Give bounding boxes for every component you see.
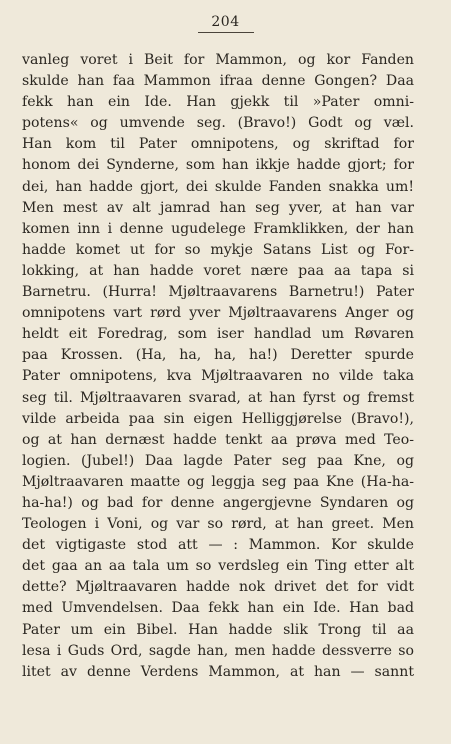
text-line: hadde komet ut for so mykje Satans List og For-: [22, 241, 414, 258]
text-line: vanleg voret i Beit for Mammon, og kor Fanden: [22, 52, 414, 68]
page-number: 204: [211, 14, 240, 30]
text-line: dette? Mjøltraavaren hadde nok drivet det for vidt: [22, 579, 414, 596]
text-line: ha-ha!) og bad for denne angergjevne Syndaren og: [22, 494, 414, 511]
text-line: Mjøltraavaren maatte og leggja seg paa Kne (Ha-ha-: [22, 473, 414, 490]
text-line: potens« og umvende seg. (Bravo!) Godt og væl.: [22, 115, 414, 132]
text-line: det vigtigaste stod att — : Mammon. Kor skulde: [22, 537, 414, 554]
text-line: med Umvendelsen. Daa fekk han ein Ide. Han bad: [22, 600, 414, 617]
text-line: Men mest av alt jamrad han seg yver, at han var: [22, 199, 414, 216]
text-line: fekk han ein Ide. Han gjekk til »Pater omni-: [22, 94, 414, 111]
body-text: [22, 50, 414, 683]
text-line: vilde arbeida paa sin eigen Helliggjørelse (Bravo!),: [22, 410, 414, 427]
text-line: omnipotens vart rørd yver Mjøltraavarens Anger og: [22, 305, 414, 322]
text-line: logien. (Jubel!) Daa lagde Pater seg paa Kne, og: [22, 452, 414, 469]
text-line: Barnetru. (Hurra! Mjøltraavarens Barnetru!) Pater: [22, 284, 414, 301]
text-line: skulde han faa Mammon ifraa denne Gongen? Daa: [22, 73, 414, 90]
text-line: lokking, at han hadde voret nære paa aa tapa si: [22, 262, 414, 279]
text-line: og at han dernæst hadde tenkt aa prøva med Teo-: [22, 431, 414, 448]
text-line: heldt eit Foredrag, som iser handlad um Røvaren: [22, 326, 414, 343]
text-line: komen inn i denne ugudelege Framklikken, der han: [22, 220, 414, 237]
text-line: Teologen i Voni, og var so rørd, at han greet. Men: [22, 516, 414, 533]
text-line: lesa i Guds Ord, sagde han, men hadde dessverre so: [22, 642, 414, 659]
text-line: Han kom til Pater omnipotens, og skriftad for: [22, 136, 414, 153]
text-line: paa Krossen. (Ha, ha, ha, ha!) Deretter spurde: [22, 347, 414, 364]
text-line: det gaa an aa tala um so verdsleg ein Ting etter alt: [22, 558, 414, 575]
text-line: Pater um ein Bibel. Han hadde slik Trong til aa: [22, 621, 414, 638]
header-rule: [198, 32, 254, 33]
text-line: litet av denne Verdens Mammon, at han — sannt: [22, 663, 414, 680]
text-line: honom dei Synderne, som han ikkje hadde gjort; for: [22, 157, 414, 174]
text-line: seg til. Mjøltraavaren svarad, at han fyrst og fremst: [22, 389, 414, 406]
text-line: Pater omnipotens, kva Mjøltraavaren no vilde taka: [22, 368, 414, 385]
text-line: dei, han hadde gjort, dei skulde Fanden snakka um!: [22, 178, 414, 195]
